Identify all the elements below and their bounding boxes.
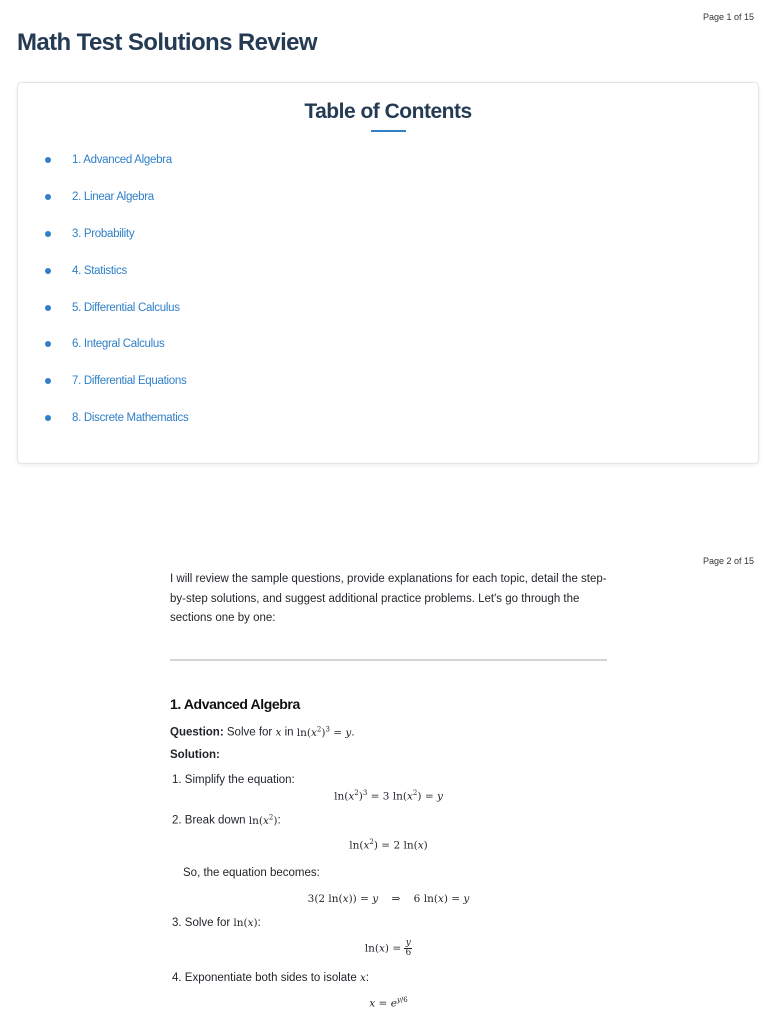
math-equation: ln(x) = $\frac{y}{6}$ <box>364 938 412 958</box>
step-text: 4. Exponentiate both sides to isolate <box>172 972 357 984</box>
toc-link-advanced-algebra[interactable]: 1. Advanced Algebra <box>72 154 172 166</box>
document-title: Math Test Solutions Review <box>17 29 317 56</box>
step-text: 1. Simplify the equation: <box>172 774 295 786</box>
math-equation: $\ln(x^2)^3 = 3$ $\ln(x^2) = y$ <box>334 789 443 803</box>
math-equation: 3(2 ln(x)) = y ⇒ 6 ln(x) = y <box>307 893 470 905</box>
math-equation: $x = e^{y/6}$ <box>369 996 408 1010</box>
toc-link-differential-equations[interactable]: 7. Differential Equations <box>72 375 187 388</box>
bullet-icon <box>45 341 51 347</box>
step-line: 2. Break down $\ln(x^2)$: <box>172 813 281 827</box>
page-content <box>170 570 607 1010</box>
bullet-icon <box>45 415 51 421</box>
toc-heading-underline <box>371 130 406 132</box>
toc-link-differential-calculus[interactable]: 5. Differential Calculus <box>72 301 180 314</box>
math-inline: x <box>359 972 366 984</box>
intro-paragraph: I will review the sample questions, provide explanations for each topic, detail the step-by-step solutions, and suggest additional practice problems. Let's go through the sections one by one: <box>170 573 607 624</box>
bullet-icon <box>45 231 51 237</box>
math-inline: ln(x) <box>233 917 258 929</box>
solution-label: Solution: <box>170 749 220 761</box>
step-text: 2. Break down <box>172 814 246 827</box>
section-title: 1. Advanced Algebra <box>170 696 300 712</box>
table-of-contents <box>17 82 759 464</box>
math-inline: $\ln(x^2)^3 = y$ <box>296 725 352 739</box>
toc-link-linear-algebra[interactable]: 2. Linear Algebra <box>72 190 154 203</box>
question-line: Question: Solve for x in $\ln(x^2)^3 = y$. <box>170 725 355 739</box>
bullet-icon <box>45 305 51 311</box>
bullet-icon <box>45 378 51 384</box>
question-text: Solve for <box>226 726 273 739</box>
toc-link-statistics[interactable]: 4. Statistics <box>72 264 127 277</box>
step-text: 3. Solve for <box>172 917 231 929</box>
page-number: Page 1 of 15 <box>702 12 754 22</box>
toc-link-integral-calculus[interactable]: 6. Integral Calculus <box>72 338 165 351</box>
question-label: Question: <box>170 726 224 739</box>
step-line: 3. Solve for ln(x): <box>172 917 261 929</box>
step-line: 4. Exponentiate both sides to isolate x: <box>172 972 370 984</box>
math-inline: $\ln(x^2)$ <box>248 813 278 827</box>
step-note: So, the equation becomes: <box>183 867 320 879</box>
bullet-icon <box>45 268 51 274</box>
page-number: Page 2 of 15 <box>702 556 754 566</box>
question-in: in <box>284 726 294 739</box>
toc-link-probability[interactable]: 3. Probability <box>72 227 135 240</box>
math-inline: x <box>275 726 282 739</box>
bullet-icon <box>45 194 51 200</box>
bullet-icon <box>45 157 51 163</box>
math-equation: $\ln(x^2) = 2$ ln(x) <box>349 838 428 852</box>
toc-link-discrete-mathematics[interactable]: 8. Discrete Mathematics <box>72 412 189 425</box>
toc-heading: Table of Contents <box>304 100 472 123</box>
section-divider <box>170 659 607 661</box>
